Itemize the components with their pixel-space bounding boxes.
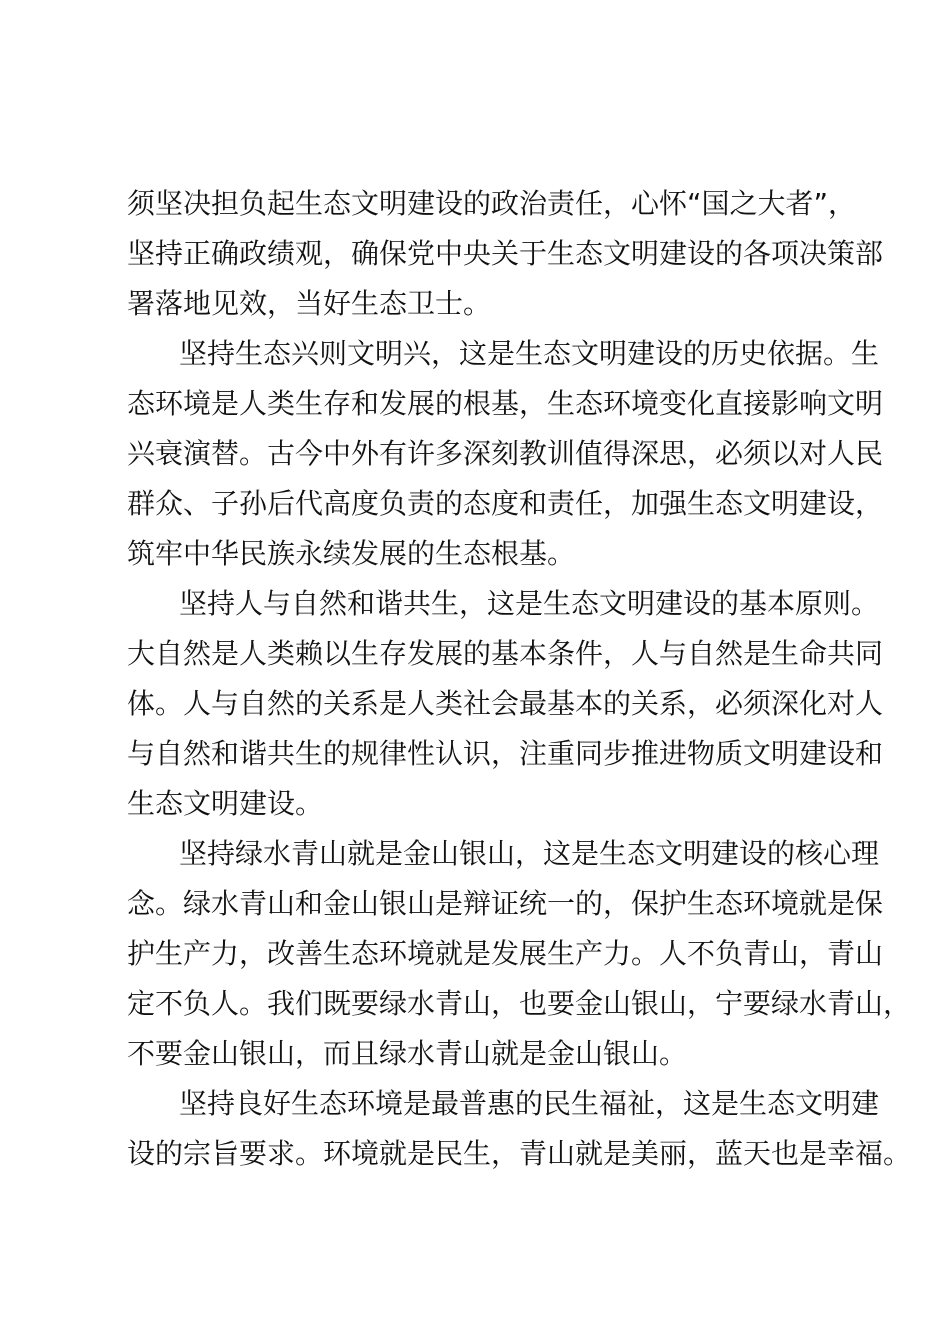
- text-line: 兴衰演替。古今中外有许多深刻教训值得深思，必须以对人民: [127, 437, 884, 470]
- text-line: 署落地见效，当好生态卫士。: [127, 287, 492, 320]
- paragraph-first-line: 坚持人与自然和谐共生，这是生态文明建设的基本原则。: [179, 587, 880, 620]
- text-line: 须坚决担负起生态文明建设的政治责任，心怀“国之大者”，: [127, 187, 857, 220]
- text-line: 不要金山银山，而且绿水青山就是金山银山。: [127, 1037, 688, 1070]
- paragraph-first-line: 坚持良好生态环境是最普惠的民生福祉，这是生态文明建: [179, 1087, 880, 1120]
- text-line: 态环境是人类生存和发展的根基，生态环境变化直接影响文明: [127, 387, 884, 420]
- text-line: 与自然和谐共生的规律性认识，注重同步推进物质文明建设和: [127, 737, 884, 770]
- text-line: 护生产力，改善生态环境就是发展生产力。人不负青山，青山: [127, 937, 884, 970]
- text-line: 群众、子孙后代高度负责的态度和责任，加强生态文明建设，: [127, 487, 884, 520]
- text-line: 坚持正确政绩观，确保党中央关于生态文明建设的各项决策部: [127, 237, 884, 270]
- text-line: 设的宗旨要求。环境就是民生，青山就是美丽，蓝天也是幸福。: [127, 1137, 912, 1170]
- document-body: [127, 179, 912, 1179]
- text-line: 生态文明建设。: [127, 787, 324, 820]
- text-line: 定不负人。我们既要绿水青山，也要金山银山，宁要绿水青山，: [127, 987, 912, 1020]
- text-line: 筑牢中华民族永续发展的生态根基。: [127, 537, 576, 570]
- paragraph-first-line: 坚持绿水青山就是金山银山，这是生态文明建设的核心理: [179, 837, 880, 870]
- paragraph-first-line: 坚持生态兴则文明兴，这是生态文明建设的历史依据。生: [179, 337, 880, 370]
- text-line: 大自然是人类赖以生存发展的基本条件，人与自然是生命共同: [127, 637, 884, 670]
- text-line: 体。人与自然的关系是人类社会最基本的关系，必须深化对人: [127, 687, 884, 720]
- text-line: 念。绿水青山和金山银山是辩证统一的，保护生态环境就是保: [127, 887, 884, 920]
